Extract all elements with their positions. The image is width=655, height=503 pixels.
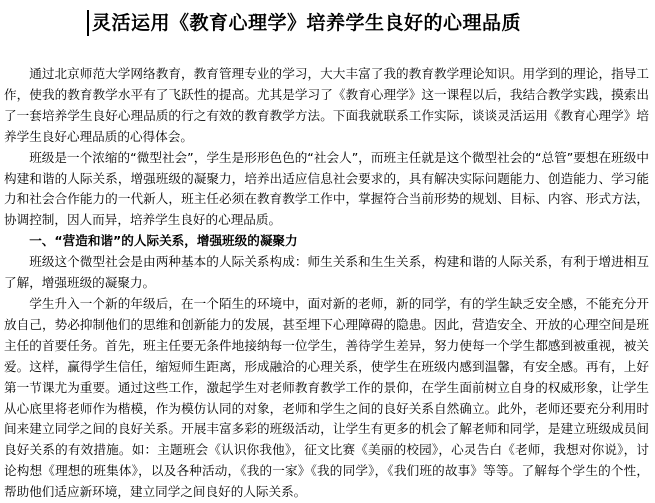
section-heading: 一、“营造和谐”的人际关系，增强班级的凝聚力	[29, 233, 298, 249]
paragraph-class-society: 班级是一个浓缩的“微型社会”，学生是形形色色的“社会人”，而班主任就是这个微型社会的“总管”要想在班级中构建和谐的人际关系，增强班级的凝聚力，培养出适应信息社会要求的，具有解决实际问题能力、创造能力、学习能力和社会合作能力的一代新人，班主任必须在教育教学工作中，掌握符合当前形势的规划、目标、内容、形式方法，协调控制，因人而异，培养学生良好的心理品质。	[4, 149, 649, 228]
paragraph-intro: 通过北京师范大学网络教育，教育管理专业的学习，大大丰富了我的教育教学理论知识。用学到的理论，指导工作，使我的教育教学水平有了飞跃性的提高。尤其是学习了《教育心理学》这一课程以后，我结合教学实践，摸索出了一套培养学生良好心理品质的行之有效的教育教学方法。下面我就联系工作实际，谈谈灵活运用《教育心理学》培养学生良好心理品质的心得体会。	[4, 66, 649, 144]
text-cursor	[87, 10, 89, 36]
paragraph-relationships: 班级这个微型社会是由两种基本的人际关系构成：师生关系和生生关系，构建和谐的人际关系，有利于增进相互了解，增强班级的凝聚力。	[4, 254, 649, 291]
paragraph-new-grade: 学生升入一个新的年级后，在一个陌生的环境中，面对新的老师，新的同学，有的学生缺乏安全感，不能充分开放自己，势必抑制他们的思维和创新能力的发展，甚至埋下心理障碍的隐患。因此，营造安全、开放的心理空间是班主任的首要任务。首先，班主任要无条件地接纳每一位学生，善待学生差异，努力使每一个学生都感到被重视，被关爱。这样，赢得学生信任，缩短师生距离，形成融洽的心理关系，使学生在班级内感到温馨，有安全感。再有，上好第一节课尤为重要。通过这些工作，激起学生对老师教育教学工作的景仰，在学生面前树立自身的权威形象，让学生从心底里将老师作为楷模，作为模仿认同的对象，老师和学生之间的良好关系自然确立。此外，老师还要充分利用时间来建立同学之间的良好关系。开展丰富多彩的班级活动，让学生有更多的机会了解老师和同学，是建立班级成员间良好关系的有效措施。如：主题班会《认识你我他》，征文比赛《美丽的校园》，心灵告白《老师，我想对你说》，讨论构想《理想的班集体》，以及各种活动，《我的一家》《我的同学》，《我们班的故事》等等。了解每个学生的个性，帮助他们适应新环境，建立同学之间良好的人际关系。	[4, 295, 649, 500]
document-title: 灵活运用《教育心理学》培养学生良好的心理品质	[92, 12, 522, 34]
document-body	[4, 64, 649, 503]
